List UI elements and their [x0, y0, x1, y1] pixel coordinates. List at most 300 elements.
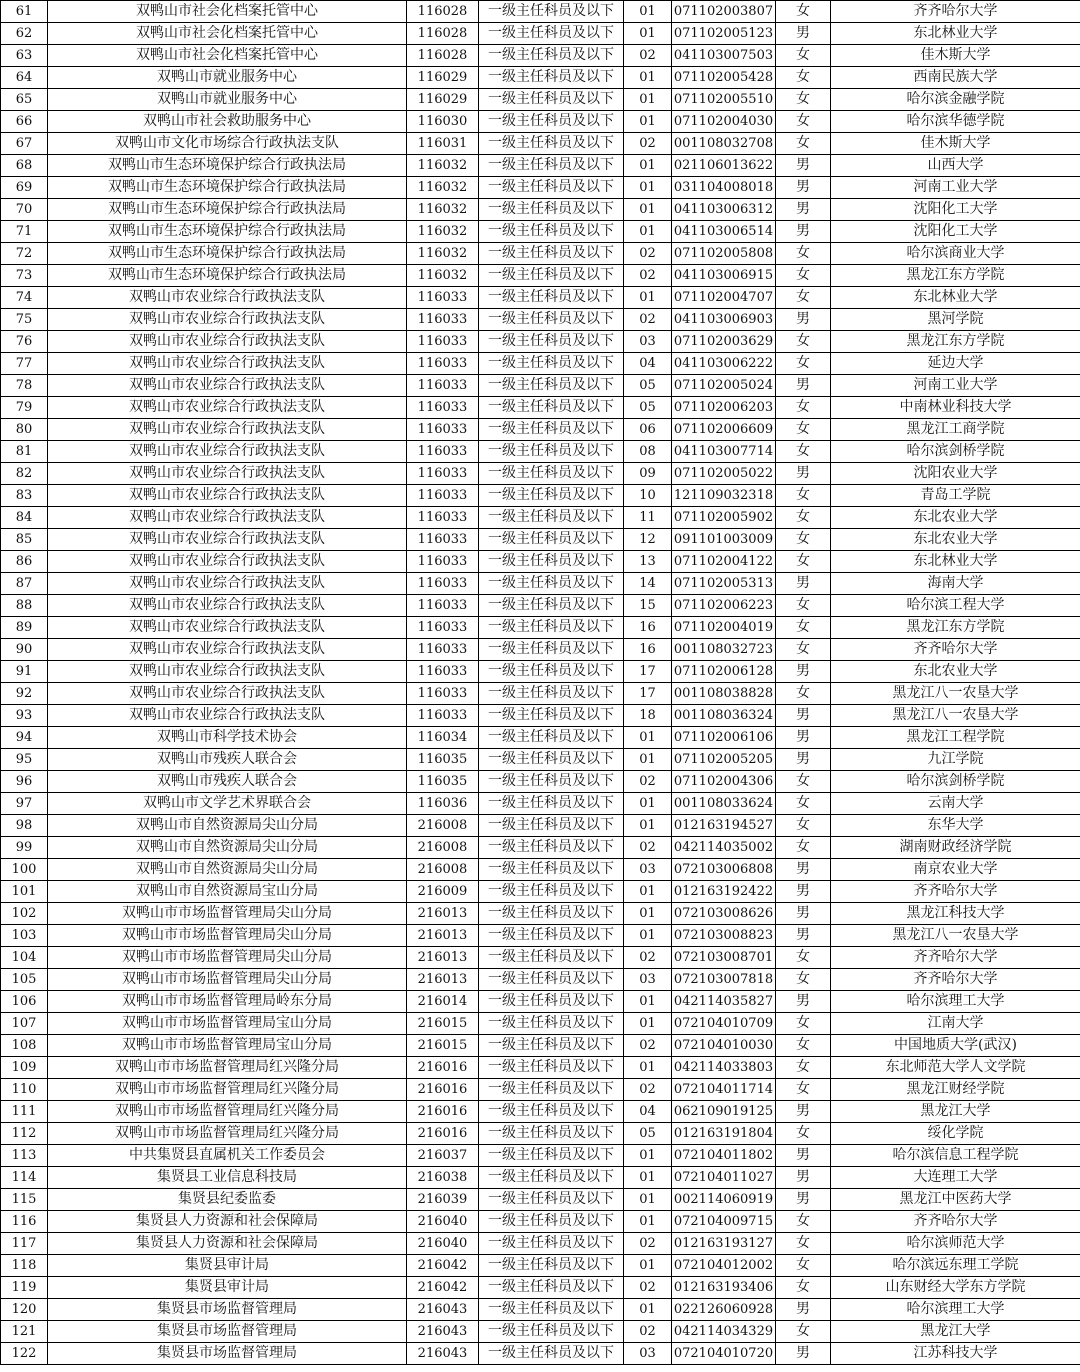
- gender-cell: 女: [776, 45, 831, 67]
- school-cell: 沈阳农业大学: [831, 463, 1080, 485]
- unit-name-cell: 中共集贤县直属机关工作委员会: [48, 1145, 407, 1167]
- unit-name-cell: 集贤县人力资源和社会保障局: [48, 1211, 407, 1233]
- table-row: [1, 177, 1080, 199]
- exam-number-cell: 001108038828: [672, 683, 776, 705]
- position-code-cell: 116033: [407, 331, 479, 353]
- exam-number-cell: 071102005024: [672, 375, 776, 397]
- position-seq-cell: 02: [624, 265, 672, 287]
- position-code-cell: 216040: [407, 1233, 479, 1255]
- unit-name-cell: 双鸭山市市场监督管理局红兴隆分局: [48, 1057, 407, 1079]
- row-number-cell: 108: [1, 1035, 48, 1057]
- position-code-cell: 216042: [407, 1255, 479, 1277]
- gender-cell: 女: [776, 287, 831, 309]
- table-row: [1, 793, 1080, 815]
- gender-cell: 女: [776, 265, 831, 287]
- exam-number-cell: 042114034329: [672, 1321, 776, 1343]
- row-number-cell: 113: [1, 1145, 48, 1167]
- school-cell: 南京农业大学: [831, 859, 1080, 881]
- row-number-cell: 104: [1, 947, 48, 969]
- gender-cell: 女: [776, 1079, 831, 1101]
- table-row: [1, 595, 1080, 617]
- exam-number-cell: 041103006915: [672, 265, 776, 287]
- gender-cell: 女: [776, 837, 831, 859]
- exam-number-cell: 072103008626: [672, 903, 776, 925]
- unit-name-cell: 双鸭山市市场监督管理局红兴隆分局: [48, 1079, 407, 1101]
- position-seq-cell: 17: [624, 683, 672, 705]
- position-seq-cell: 01: [624, 991, 672, 1013]
- school-cell: 东北林业大学: [831, 551, 1080, 573]
- position-seq-cell: 01: [624, 1013, 672, 1035]
- position-name-cell: 一级主任科员及以下: [479, 23, 624, 45]
- position-seq-cell: 01: [624, 1189, 672, 1211]
- gender-cell: 女: [776, 683, 831, 705]
- gender-cell: 男: [776, 309, 831, 331]
- unit-name-cell: 双鸭山市生态环境保护综合行政执法局: [48, 177, 407, 199]
- school-cell: 哈尔滨金融学院: [831, 89, 1080, 111]
- position-code-cell: 216013: [407, 969, 479, 991]
- table-row: [1, 1101, 1080, 1123]
- gender-cell: 男: [776, 727, 831, 749]
- row-number-cell: 96: [1, 771, 48, 793]
- exam-number-cell: 012163193127: [672, 1233, 776, 1255]
- exam-number-cell: 071102004707: [672, 287, 776, 309]
- row-number-cell: 116: [1, 1211, 48, 1233]
- exam-number-cell: 071102005205: [672, 749, 776, 771]
- unit-name-cell: 双鸭山市文学艺术界联合会: [48, 793, 407, 815]
- unit-name-cell: 双鸭山市就业服务中心: [48, 67, 407, 89]
- unit-name-cell: 双鸭山市社会化档案托管中心: [48, 45, 407, 67]
- position-seq-cell: 04: [624, 353, 672, 375]
- position-name-cell: 一级主任科员及以下: [479, 771, 624, 793]
- position-code-cell: 216016: [407, 1079, 479, 1101]
- position-name-cell: 一级主任科员及以下: [479, 221, 624, 243]
- table-row: [1, 1321, 1080, 1343]
- exam-number-cell: 001108033624: [672, 793, 776, 815]
- position-name-cell: 一级主任科员及以下: [479, 1343, 624, 1365]
- position-code-cell: 116033: [407, 529, 479, 551]
- position-seq-cell: 01: [624, 177, 672, 199]
- row-number-cell: 85: [1, 529, 48, 551]
- gender-cell: 男: [776, 749, 831, 771]
- position-seq-cell: 06: [624, 419, 672, 441]
- gender-cell: 女: [776, 1057, 831, 1079]
- unit-name-cell: 双鸭山市市场监督管理局尖山分局: [48, 947, 407, 969]
- position-code-cell: 116032: [407, 243, 479, 265]
- gender-cell: 男: [776, 991, 831, 1013]
- exam-number-cell: 031104008018: [672, 177, 776, 199]
- position-name-cell: 一级主任科员及以下: [479, 265, 624, 287]
- unit-name-cell: 集贤县市场监督管理局: [48, 1299, 407, 1321]
- exam-number-cell: 071102006106: [672, 727, 776, 749]
- table-row: [1, 133, 1080, 155]
- table-row: [1, 1211, 1080, 1233]
- position-seq-cell: 16: [624, 639, 672, 661]
- exam-number-cell: 071102004030: [672, 111, 776, 133]
- exam-number-cell: 071102006223: [672, 595, 776, 617]
- unit-name-cell: 双鸭山市社会化档案托管中心: [48, 23, 407, 45]
- unit-name-cell: 双鸭山市农业综合行政执法支队: [48, 287, 407, 309]
- exam-number-cell: 072103007818: [672, 969, 776, 991]
- position-name-cell: 一级主任科员及以下: [479, 837, 624, 859]
- school-cell: 齐齐哈尔大学: [831, 1, 1080, 23]
- position-name-cell: 一级主任科员及以下: [479, 1299, 624, 1321]
- position-code-cell: 116033: [407, 463, 479, 485]
- position-name-cell: 一级主任科员及以下: [479, 1255, 624, 1277]
- table-row: [1, 23, 1080, 45]
- table-row: [1, 463, 1080, 485]
- position-seq-cell: 02: [624, 1321, 672, 1343]
- unit-name-cell: 双鸭山市农业综合行政执法支队: [48, 507, 407, 529]
- exam-number-cell: 071102006203: [672, 397, 776, 419]
- position-seq-cell: 04: [624, 1101, 672, 1123]
- row-number-cell: 81: [1, 441, 48, 463]
- position-seq-cell: 01: [624, 199, 672, 221]
- row-number-cell: 63: [1, 45, 48, 67]
- table-row: [1, 925, 1080, 947]
- gender-cell: 女: [776, 507, 831, 529]
- exam-number-cell: 071102005902: [672, 507, 776, 529]
- position-seq-cell: 12: [624, 529, 672, 551]
- gender-cell: 女: [776, 331, 831, 353]
- position-seq-cell: 02: [624, 771, 672, 793]
- position-code-cell: 216037: [407, 1145, 479, 1167]
- row-number-cell: 65: [1, 89, 48, 111]
- table-row: [1, 331, 1080, 353]
- table-row: [1, 1167, 1080, 1189]
- school-cell: 齐齐哈尔大学: [831, 639, 1080, 661]
- unit-name-cell: 双鸭山市生态环境保护综合行政执法局: [48, 221, 407, 243]
- row-number-cell: 70: [1, 199, 48, 221]
- position-code-cell: 116033: [407, 309, 479, 331]
- gender-cell: 男: [776, 1299, 831, 1321]
- school-cell: 沈阳化工大学: [831, 199, 1080, 221]
- school-cell: 黑龙江工商学院: [831, 419, 1080, 441]
- school-cell: 佳木斯大学: [831, 133, 1080, 155]
- table-row: [1, 1189, 1080, 1211]
- unit-name-cell: 双鸭山市农业综合行政执法支队: [48, 617, 407, 639]
- exam-number-cell: 012163191804: [672, 1123, 776, 1145]
- table-row: [1, 1123, 1080, 1145]
- gender-cell: 男: [776, 705, 831, 727]
- position-seq-cell: 05: [624, 375, 672, 397]
- position-seq-cell: 01: [624, 793, 672, 815]
- row-number-cell: 97: [1, 793, 48, 815]
- position-seq-cell: 18: [624, 705, 672, 727]
- exam-number-cell: 071102005313: [672, 573, 776, 595]
- position-seq-cell: 01: [624, 1211, 672, 1233]
- gender-cell: 女: [776, 793, 831, 815]
- position-code-cell: 216008: [407, 837, 479, 859]
- row-number-cell: 94: [1, 727, 48, 749]
- gender-cell: 女: [776, 969, 831, 991]
- unit-name-cell: 双鸭山市市场监督管理局红兴隆分局: [48, 1123, 407, 1145]
- exam-number-cell: 021106013622: [672, 155, 776, 177]
- exam-number-cell: 072104011714: [672, 1079, 776, 1101]
- row-number-cell: 79: [1, 397, 48, 419]
- unit-name-cell: 双鸭山市农业综合行政执法支队: [48, 419, 407, 441]
- exam-number-cell: 001108032708: [672, 133, 776, 155]
- school-cell: 江苏科技大学: [831, 1343, 1080, 1365]
- position-seq-cell: 03: [624, 1343, 672, 1365]
- position-seq-cell: 13: [624, 551, 672, 573]
- table-row: [1, 397, 1080, 419]
- school-cell: 东北农业大学: [831, 507, 1080, 529]
- position-code-cell: 216038: [407, 1167, 479, 1189]
- table-row: [1, 529, 1080, 551]
- table-row: [1, 221, 1080, 243]
- position-name-cell: 一级主任科员及以下: [479, 1321, 624, 1343]
- position-name-cell: 一级主任科员及以下: [479, 683, 624, 705]
- row-number-cell: 105: [1, 969, 48, 991]
- table-row: [1, 353, 1080, 375]
- exam-number-cell: 001108036324: [672, 705, 776, 727]
- position-name-cell: 一级主任科员及以下: [479, 1233, 624, 1255]
- table-row: [1, 661, 1080, 683]
- unit-name-cell: 双鸭山市残疾人联合会: [48, 749, 407, 771]
- position-seq-cell: 16: [624, 617, 672, 639]
- table-row: [1, 903, 1080, 925]
- unit-name-cell: 双鸭山市农业综合行政执法支队: [48, 529, 407, 551]
- row-number-cell: 67: [1, 133, 48, 155]
- position-name-cell: 一级主任科员及以下: [479, 815, 624, 837]
- exam-number-cell: 012163194527: [672, 815, 776, 837]
- row-number-cell: 93: [1, 705, 48, 727]
- position-seq-cell: 01: [624, 903, 672, 925]
- gender-cell: 女: [776, 1321, 831, 1343]
- position-code-cell: 216014: [407, 991, 479, 1013]
- unit-name-cell: 双鸭山市农业综合行政执法支队: [48, 551, 407, 573]
- position-seq-cell: 01: [624, 221, 672, 243]
- school-cell: 西南民族大学: [831, 67, 1080, 89]
- exam-number-cell: 072104009715: [672, 1211, 776, 1233]
- position-name-cell: 一级主任科员及以下: [479, 551, 624, 573]
- table-row: [1, 419, 1080, 441]
- school-cell: 黑龙江东方学院: [831, 265, 1080, 287]
- exam-number-cell: 072104011802: [672, 1145, 776, 1167]
- position-code-cell: 216013: [407, 947, 479, 969]
- position-code-cell: 216043: [407, 1321, 479, 1343]
- row-number-cell: 62: [1, 23, 48, 45]
- school-cell: 绥化学院: [831, 1123, 1080, 1145]
- table-row: [1, 551, 1080, 573]
- position-name-cell: 一级主任科员及以下: [479, 749, 624, 771]
- school-cell: 河南工业大学: [831, 375, 1080, 397]
- exam-number-cell: 042114035827: [672, 991, 776, 1013]
- exam-number-cell: 041103007503: [672, 45, 776, 67]
- position-name-cell: 一级主任科员及以下: [479, 1013, 624, 1035]
- position-seq-cell: 01: [624, 881, 672, 903]
- position-code-cell: 216013: [407, 925, 479, 947]
- gender-cell: 女: [776, 1123, 831, 1145]
- position-seq-cell: 01: [624, 1299, 672, 1321]
- position-code-cell: 116033: [407, 441, 479, 463]
- unit-name-cell: 双鸭山市就业服务中心: [48, 89, 407, 111]
- school-cell: 大连理工大学: [831, 1167, 1080, 1189]
- unit-name-cell: 双鸭山市生态环境保护综合行政执法局: [48, 155, 407, 177]
- position-seq-cell: 15: [624, 595, 672, 617]
- position-seq-cell: 01: [624, 1255, 672, 1277]
- position-name-cell: 一级主任科员及以下: [479, 1, 624, 23]
- row-number-cell: 110: [1, 1079, 48, 1101]
- school-cell: 中南林业科技大学: [831, 397, 1080, 419]
- position-seq-cell: 10: [624, 485, 672, 507]
- position-code-cell: 116033: [407, 419, 479, 441]
- gender-cell: 女: [776, 243, 831, 265]
- row-number-cell: 111: [1, 1101, 48, 1123]
- school-cell: 东北林业大学: [831, 23, 1080, 45]
- row-number-cell: 121: [1, 1321, 48, 1343]
- exam-number-cell: 072104011027: [672, 1167, 776, 1189]
- school-cell: 黑龙江八一农垦大学: [831, 925, 1080, 947]
- gender-cell: 男: [776, 859, 831, 881]
- row-number-cell: 82: [1, 463, 48, 485]
- exam-number-cell: 072103008823: [672, 925, 776, 947]
- position-name-cell: 一级主任科员及以下: [479, 661, 624, 683]
- position-seq-cell: 03: [624, 969, 672, 991]
- position-name-cell: 一级主任科员及以下: [479, 1057, 624, 1079]
- school-cell: 哈尔滨工程大学: [831, 595, 1080, 617]
- gender-cell: 女: [776, 419, 831, 441]
- position-name-cell: 一级主任科员及以下: [479, 287, 624, 309]
- row-number-cell: 115: [1, 1189, 48, 1211]
- unit-name-cell: 双鸭山市生态环境保护综合行政执法局: [48, 265, 407, 287]
- gender-cell: 女: [776, 1211, 831, 1233]
- school-cell: 黑河学院: [831, 309, 1080, 331]
- position-seq-cell: 14: [624, 573, 672, 595]
- row-number-cell: 101: [1, 881, 48, 903]
- unit-name-cell: 双鸭山市农业综合行政执法支队: [48, 705, 407, 727]
- position-seq-cell: 08: [624, 441, 672, 463]
- position-seq-cell: 02: [624, 947, 672, 969]
- school-cell: 九江学院: [831, 749, 1080, 771]
- table-row: [1, 265, 1080, 287]
- position-name-cell: 一级主任科员及以下: [479, 1101, 624, 1123]
- position-code-cell: 116032: [407, 265, 479, 287]
- position-code-cell: 116033: [407, 485, 479, 507]
- row-number-cell: 92: [1, 683, 48, 705]
- position-seq-cell: 01: [624, 1145, 672, 1167]
- unit-name-cell: 双鸭山市残疾人联合会: [48, 771, 407, 793]
- table-row: [1, 881, 1080, 903]
- position-code-cell: 216042: [407, 1277, 479, 1299]
- position-seq-cell: 01: [624, 155, 672, 177]
- position-name-cell: 一级主任科员及以下: [479, 133, 624, 155]
- table-row: [1, 485, 1080, 507]
- position-name-cell: 一级主任科员及以下: [479, 529, 624, 551]
- position-code-cell: 116033: [407, 683, 479, 705]
- exam-number-cell: 072103008701: [672, 947, 776, 969]
- school-cell: 黑龙江东方学院: [831, 331, 1080, 353]
- unit-name-cell: 双鸭山市农业综合行政执法支队: [48, 595, 407, 617]
- position-name-cell: 一级主任科员及以下: [479, 331, 624, 353]
- gender-cell: 女: [776, 111, 831, 133]
- position-seq-cell: 01: [624, 727, 672, 749]
- position-seq-cell: 01: [624, 1, 672, 23]
- row-number-cell: 84: [1, 507, 48, 529]
- exam-number-cell: 071102004019: [672, 617, 776, 639]
- exam-number-cell: 072104010030: [672, 1035, 776, 1057]
- exam-number-cell: 071102004122: [672, 551, 776, 573]
- school-cell: 东北农业大学: [831, 529, 1080, 551]
- exam-number-cell: 041103007714: [672, 441, 776, 463]
- unit-name-cell: 双鸭山市科学技术协会: [48, 727, 407, 749]
- unit-name-cell: 集贤县人力资源和社会保障局: [48, 1233, 407, 1255]
- unit-name-cell: 双鸭山市市场监督管理局尖山分局: [48, 925, 407, 947]
- position-name-cell: 一级主任科员及以下: [479, 111, 624, 133]
- exam-number-cell: 071102005123: [672, 23, 776, 45]
- position-name-cell: 一级主任科员及以下: [479, 859, 624, 881]
- position-name-cell: 一级主任科员及以下: [479, 1079, 624, 1101]
- unit-name-cell: 双鸭山市农业综合行政执法支队: [48, 397, 407, 419]
- position-name-cell: 一级主任科员及以下: [479, 881, 624, 903]
- row-number-cell: 119: [1, 1277, 48, 1299]
- position-name-cell: 一级主任科员及以下: [479, 507, 624, 529]
- position-code-cell: 116033: [407, 573, 479, 595]
- table-row: [1, 1145, 1080, 1167]
- position-name-cell: 一级主任科员及以下: [479, 1145, 624, 1167]
- gender-cell: 男: [776, 1101, 831, 1123]
- position-code-cell: 216043: [407, 1299, 479, 1321]
- position-name-cell: 一级主任科员及以下: [479, 595, 624, 617]
- school-cell: 佳木斯大学: [831, 45, 1080, 67]
- unit-name-cell: 双鸭山市农业综合行政执法支队: [48, 683, 407, 705]
- position-code-cell: 216008: [407, 859, 479, 881]
- position-code-cell: 116030: [407, 111, 479, 133]
- position-code-cell: 116033: [407, 397, 479, 419]
- position-code-cell: 116033: [407, 639, 479, 661]
- row-number-cell: 75: [1, 309, 48, 331]
- table-row: [1, 1343, 1080, 1365]
- gender-cell: 男: [776, 155, 831, 177]
- row-number-cell: 106: [1, 991, 48, 1013]
- table-row: [1, 507, 1080, 529]
- gender-cell: 男: [776, 903, 831, 925]
- school-cell: 黑龙江科技大学: [831, 903, 1080, 925]
- table-row: [1, 89, 1080, 111]
- gender-cell: 男: [776, 199, 831, 221]
- unit-name-cell: 双鸭山市自然资源局尖山分局: [48, 859, 407, 881]
- exam-number-cell: 072103006808: [672, 859, 776, 881]
- position-code-cell: 116033: [407, 705, 479, 727]
- gender-cell: 男: [776, 1167, 831, 1189]
- gender-cell: 女: [776, 1277, 831, 1299]
- school-cell: 山西大学: [831, 155, 1080, 177]
- position-code-cell: 116033: [407, 617, 479, 639]
- school-cell: 中国地质大学(武汉): [831, 1035, 1080, 1057]
- school-cell: 哈尔滨剑桥学院: [831, 771, 1080, 793]
- position-name-cell: 一级主任科员及以下: [479, 903, 624, 925]
- position-name-cell: 一级主任科员及以下: [479, 177, 624, 199]
- table-row: [1, 991, 1080, 1013]
- school-cell: 黑龙江财经学院: [831, 1079, 1080, 1101]
- position-name-cell: 一级主任科员及以下: [479, 705, 624, 727]
- position-name-cell: 一级主任科员及以下: [479, 573, 624, 595]
- position-name-cell: 一级主任科员及以下: [479, 727, 624, 749]
- gender-cell: 男: [776, 463, 831, 485]
- position-code-cell: 116033: [407, 507, 479, 529]
- school-cell: 哈尔滨师范大学: [831, 1233, 1080, 1255]
- table-row: [1, 947, 1080, 969]
- position-name-cell: 一级主任科员及以下: [479, 243, 624, 265]
- row-number-cell: 61: [1, 1, 48, 23]
- position-code-cell: 116029: [407, 89, 479, 111]
- position-name-cell: 一级主任科员及以下: [479, 639, 624, 661]
- gender-cell: 女: [776, 1013, 831, 1035]
- row-number-cell: 120: [1, 1299, 48, 1321]
- position-seq-cell: 03: [624, 859, 672, 881]
- school-cell: 黑龙江东方学院: [831, 617, 1080, 639]
- table-row: [1, 1299, 1080, 1321]
